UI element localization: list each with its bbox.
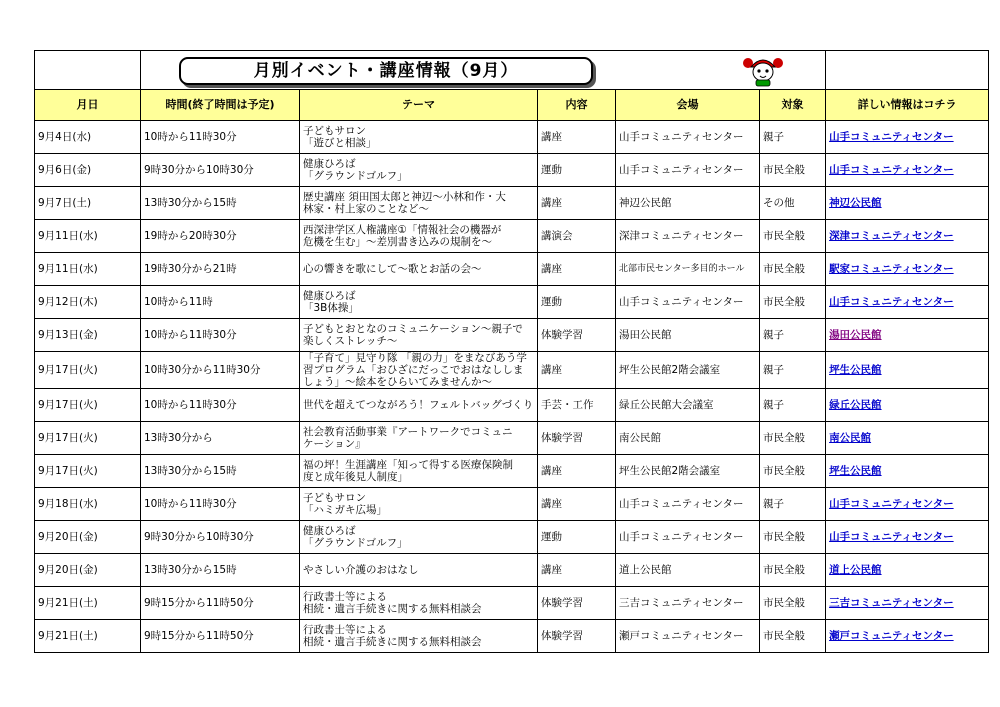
theme-cell [300,488,538,521]
event-sheet [34,50,988,659]
date-cell: 9月11日(水) [35,220,141,253]
link-cell [826,253,989,286]
info-link[interactable]: 坪生公民館 [829,465,882,477]
link-cell [826,554,989,587]
target-cell: 市民全般 [760,587,826,620]
content-cell: 講座 [538,554,616,587]
theme-line: 「3B体操」 [303,302,359,314]
date-cell: 9月12日(木) [35,286,141,319]
target-cell: 市民全般 [760,455,826,488]
venue-cell: 山手コミュニティセンター [616,488,760,521]
table-row [35,220,989,253]
header-target: 対象 [760,90,826,121]
table-row [35,389,989,422]
theme-line: 子どもサロン [303,492,366,504]
info-link[interactable]: 湯田公民館 [829,329,882,341]
theme-line: 世代を超えてつながろう！フェルトバッグづくり [303,399,534,411]
info-link[interactable]: 坪生公民館 [829,364,882,376]
date-cell: 9月17日(火) [35,389,141,422]
info-link[interactable]: 緑丘公民館 [829,399,882,411]
target-cell: 親子 [760,488,826,521]
info-link[interactable]: 南公民館 [829,432,872,444]
content-cell: 運動 [538,521,616,554]
table-row [35,286,989,319]
theme-line: 行政書士等による [303,591,387,603]
venue-cell: 三吉コミュニティセンター [616,587,760,620]
date-cell: 9月17日(火) [35,422,141,455]
title-cell [141,51,826,90]
table-row [35,488,989,521]
theme-line: 福の坪！生涯講座「知って得する医療保険制 [303,459,513,471]
header-venue: 会場 [616,90,760,121]
header-link: 詳しい情報はコチラ [826,90,989,121]
time-cell: 10時から11時30分 [141,488,300,521]
date-cell: 9月17日(火) [35,455,141,488]
date-cell: 9月21日(土) [35,587,141,620]
link-cell [826,620,989,653]
time-cell: 13時30分から15時 [141,187,300,220]
table-row [35,587,989,620]
content-cell: 運動 [538,286,616,319]
time-cell: 10時から11時30分 [141,389,300,422]
time-cell: 13時30分から [141,422,300,455]
info-link[interactable]: 山手コミュニティセンター [829,531,954,543]
header-row [35,90,989,121]
time-cell: 13時30分から15時 [141,554,300,587]
theme-line: 子どもサロン [303,125,366,137]
table-row [35,620,989,653]
header-date: 月日 [35,90,141,121]
link-cell [826,352,989,389]
content-cell: 講座 [538,488,616,521]
theme-line: しょう」～絵本をひらいてみませんか～ [303,376,492,388]
theme-line: 社会教育活動事業『アートワークでコミュニ [303,426,513,438]
venue-cell: 坪生公民館2階会議室 [616,455,760,488]
target-cell: その他 [760,187,826,220]
link-cell [826,389,989,422]
theme-line: 度と成年後見人制度」 [303,471,408,483]
date-cell: 9月20日(金) [35,554,141,587]
mascot-icon [741,53,785,87]
theme-line: 心の響きを歌にして～歌とお話の会～ [303,263,482,275]
venue-cell: 神辺公民館 [616,187,760,220]
theme-line: 危機を生む」～差別書き込みの規制を～ [303,236,492,248]
link-cell [826,521,989,554]
venue-cell: 坪生公民館2階会議室 [616,352,760,389]
theme-cell [300,286,538,319]
header-content: 内容 [538,90,616,121]
time-cell: 9時30分から10時30分 [141,154,300,187]
table-row [35,121,989,154]
info-link[interactable]: 三吉コミュニティセンター [829,597,954,609]
theme-cell [300,319,538,352]
target-cell: 市民全般 [760,154,826,187]
theme-line: 健康ひろば [303,290,356,302]
table-row [35,554,989,587]
table-row [35,253,989,286]
content-cell: 講座 [538,121,616,154]
link-cell [826,587,989,620]
info-link[interactable]: 山手コミュニティセンター [829,131,954,143]
link-cell [826,220,989,253]
theme-line: やさしい介護のおはなし [303,564,419,576]
date-cell: 9月13日(金) [35,319,141,352]
theme-line: 相続・遺言手続きに関する無料相談会 [303,636,482,648]
content-cell: 手芸・工作 [538,389,616,422]
theme-line: ケーション』 [303,438,366,450]
time-cell: 10時から11時30分 [141,121,300,154]
content-cell: 講座 [538,352,616,389]
theme-cell [300,121,538,154]
venue-cell: 山手コミュニティセンター [616,154,760,187]
venue-cell: 山手コミュニティセンター [616,121,760,154]
content-cell: 運動 [538,154,616,187]
info-link[interactable]: 山手コミュニティセンター [829,296,954,308]
venue-cell: 山手コミュニティセンター [616,521,760,554]
content-cell: 体験学習 [538,620,616,653]
link-cell [826,488,989,521]
header-theme: テーマ [300,90,538,121]
target-cell: 市民全般 [760,554,826,587]
venue-cell: 山手コミュニティセンター [616,286,760,319]
title-blank-cell [35,51,141,90]
theme-cell [300,554,538,587]
time-cell: 10時から11時 [141,286,300,319]
venue-cell: 道上公民館 [616,554,760,587]
theme-line: 「グラウンドゴルフ」 [303,170,408,182]
header-time: 時間(終了時間は予定) [141,90,300,121]
time-cell: 9時15分から11時50分 [141,587,300,620]
info-link[interactable]: 道上公民館 [829,564,882,576]
table-row [35,352,989,389]
theme-line: 林家・村上家のことなど～ [303,203,429,215]
theme-cell [300,521,538,554]
theme-line: 行政書士等による [303,624,387,636]
info-link[interactable]: 神辺公民館 [829,197,882,209]
venue-cell: 瀬戸コミュニティセンター [616,620,760,653]
target-cell: 市民全般 [760,620,826,653]
theme-line: 健康ひろば [303,525,356,537]
date-cell: 9月20日(金) [35,521,141,554]
date-cell: 9月11日(水) [35,253,141,286]
theme-cell [300,587,538,620]
theme-line: 「グラウンドゴルフ」 [303,537,408,549]
event-table [34,50,989,653]
date-cell: 9月17日(火) [35,352,141,389]
page-title: 月別イベント・講座情報（9月） [179,57,593,85]
link-cell [826,455,989,488]
time-cell: 10時から11時30分 [141,319,300,352]
table-row [35,521,989,554]
table-row [35,154,989,187]
title-blank-cell [826,51,989,90]
theme-cell [300,154,538,187]
title-row [35,51,989,90]
time-cell: 9時15分から11時50分 [141,620,300,653]
date-cell: 9月6日(金) [35,154,141,187]
content-cell: 講座 [538,187,616,220]
table-row [35,455,989,488]
target-cell: 市民全般 [760,422,826,455]
venue-cell: 湯田公民館 [616,319,760,352]
venue-cell: 北部市民センター多目的ホール [616,253,760,286]
theme-cell [300,187,538,220]
theme-line: 子どもとおとなのコミュニケーション～親子で [303,323,523,335]
date-cell: 9月7日(土) [35,187,141,220]
info-link[interactable]: 山手コミュニティセンター [829,498,954,510]
theme-line: 「ハミガキ広場」 [303,504,387,516]
content-cell: 講座 [538,455,616,488]
theme-line: 「子育て」見守り隊 「親の力」をまなびあう学 [303,352,527,364]
info-link[interactable]: 山手コミュニティセンター [829,164,954,176]
time-cell: 13時30分から15時 [141,455,300,488]
theme-cell [300,620,538,653]
theme-line: 西深津学区人権講座①「情報社会の機器が [303,224,502,236]
table-row [35,187,989,220]
link-cell [826,286,989,319]
info-link[interactable]: 瀬戸コミュニティセンター [829,630,954,642]
theme-cell [300,422,538,455]
table-row [35,422,989,455]
content-cell: 体験学習 [538,422,616,455]
date-cell: 9月18日(水) [35,488,141,521]
info-link[interactable]: 深津コミュニティセンター [829,230,954,242]
date-cell: 9月21日(土) [35,620,141,653]
theme-line: 健康ひろば [303,158,356,170]
target-cell: 市民全般 [760,220,826,253]
target-cell: 市民全般 [760,253,826,286]
time-cell: 10時30分から11時30分 [141,352,300,389]
theme-line: 歴史講座 須田国太郎と神辺～小林和作・大 [303,191,506,203]
table-row [35,319,989,352]
venue-cell: 南公民館 [616,422,760,455]
date-cell: 9月4日(水) [35,121,141,154]
theme-cell [300,253,538,286]
content-cell: 講座 [538,253,616,286]
content-cell: 体験学習 [538,319,616,352]
content-cell: 体験学習 [538,587,616,620]
theme-cell [300,455,538,488]
target-cell: 親子 [760,389,826,422]
theme-line: 楽しくストレッチ～ [303,335,398,347]
target-cell: 親子 [760,319,826,352]
time-cell: 19時30分から21時 [141,253,300,286]
theme-line: 相続・遺言手続きに関する無料相談会 [303,603,482,615]
theme-cell [300,352,538,389]
theme-line: 「遊びと相談」 [303,137,377,149]
link-cell [826,422,989,455]
theme-cell [300,389,538,422]
time-cell: 19時から20時30分 [141,220,300,253]
target-cell: 市民全般 [760,521,826,554]
link-cell [826,121,989,154]
link-cell [826,154,989,187]
target-cell: 市民全般 [760,286,826,319]
theme-line: 習プログラム「おひざにだっこでおはなししま [303,364,524,376]
content-cell: 講演会 [538,220,616,253]
target-cell: 親子 [760,352,826,389]
link-cell [826,319,989,352]
info-link[interactable]: 駅家コミュニティセンター [829,263,954,275]
link-cell [826,187,989,220]
venue-cell: 緑丘公民館大会議室 [616,389,760,422]
target-cell: 親子 [760,121,826,154]
theme-cell [300,220,538,253]
time-cell: 9時30分から10時30分 [141,521,300,554]
venue-cell: 深津コミュニティセンター [616,220,760,253]
